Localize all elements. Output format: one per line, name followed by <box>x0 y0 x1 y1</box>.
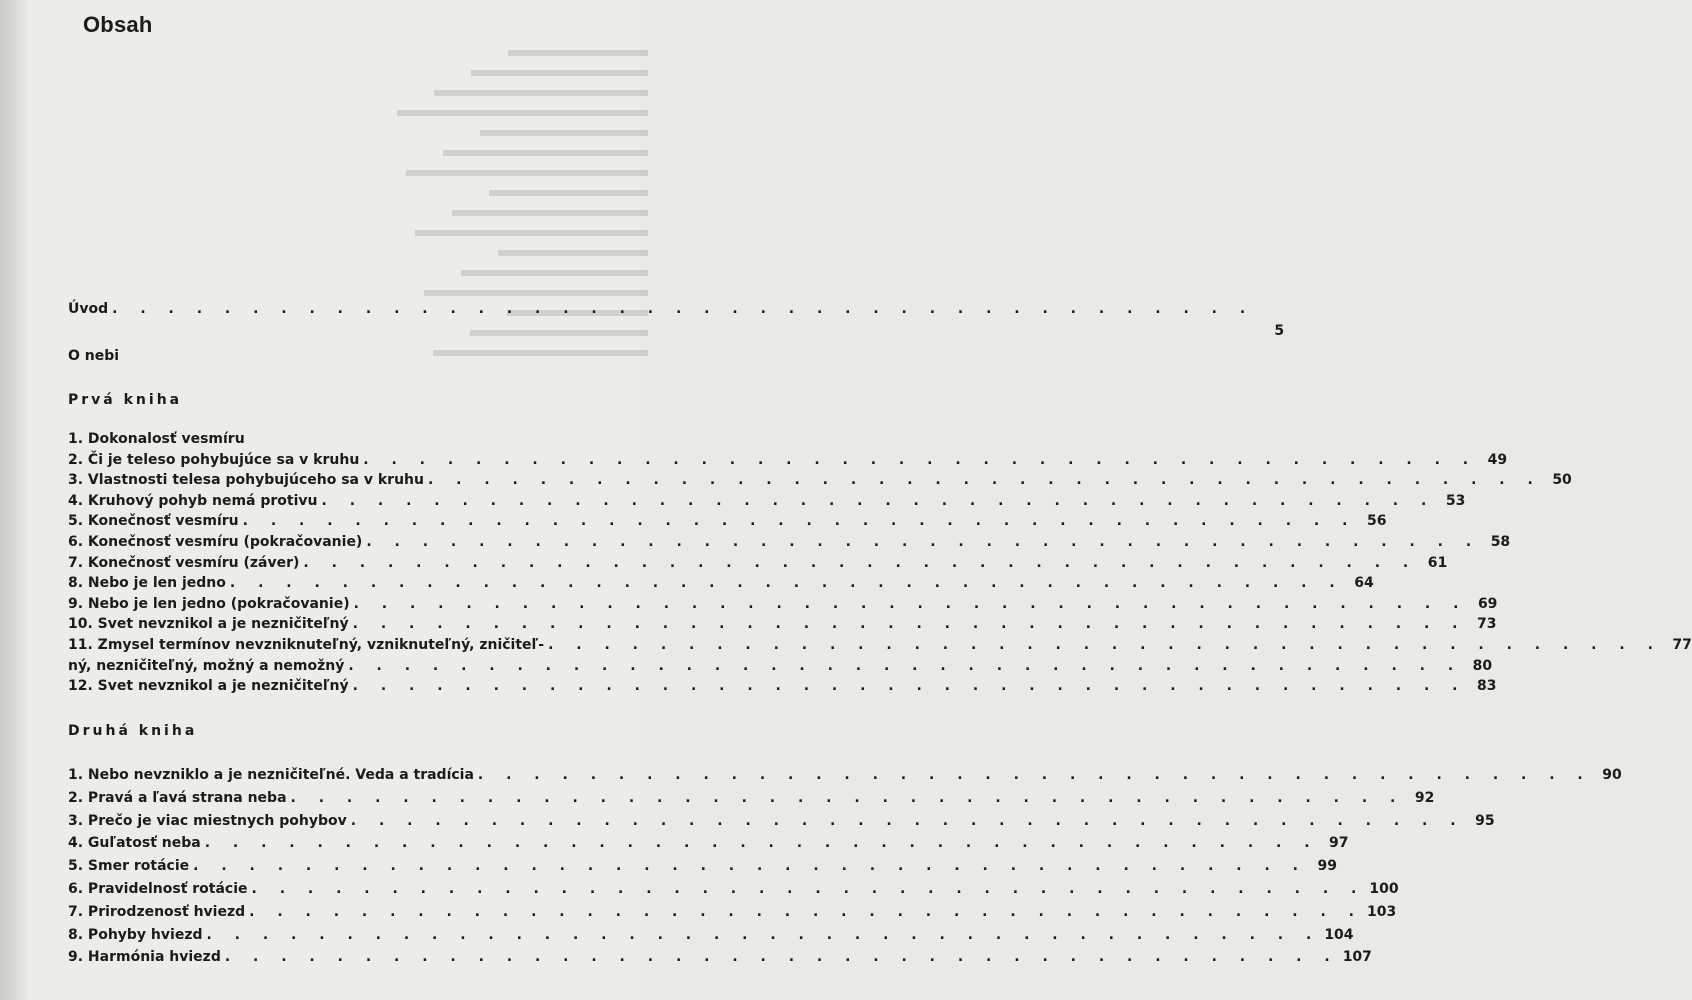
toc-entry-intro[interactable] <box>68 300 1285 339</box>
toc-entry[interactable] <box>68 880 1399 898</box>
leader-dots: . . . . . . . . . . . . . . . . . . . . . . . . . . . . . . . . . . . . . . . . . <box>112 301 1255 317</box>
book2-heading: Druhá kniha <box>68 723 198 739</box>
toc-entry-page: 50 <box>1552 472 1572 489</box>
toc-entry[interactable] <box>68 657 1493 675</box>
toc-entry-label: 5. Smer rotácie <box>68 858 190 875</box>
toc-entry-page: 5 <box>1274 323 1285 339</box>
toc-entry-label: 8. Nebo je len jedno <box>68 575 226 592</box>
leader-dots: . . . . . . . . . . . . . . . . . . . . . . . . . . . . . . . . . . . . . . . . <box>251 881 1366 897</box>
toc-entry-label: 1. Dokonalosť vesmíru <box>68 431 245 447</box>
toc-entry[interactable] <box>68 834 1349 852</box>
book1-heading: Prvá kniha <box>68 392 183 408</box>
toc-entry-page: 69 <box>1477 595 1498 612</box>
toc-entry[interactable] <box>68 948 1372 966</box>
toc-entry-page: 61 <box>1427 554 1448 571</box>
toc-entry-label: 8. Pohyby hviezd <box>68 926 203 943</box>
toc-entry[interactable] <box>68 471 1572 489</box>
toc-entry[interactable] <box>68 926 1354 944</box>
toc-entry-label: 6. Konečnosť vesmíru (pokračovanie) <box>68 534 363 550</box>
leader-dots: . . . . . . . . . . . . . . . . . . . . . . . . . . . . . . . . . . . . . . . . <box>242 513 1357 530</box>
toc-entry-label: 4. Guľatosť neba <box>68 835 201 852</box>
leader-dots: . . . . . . . . . . . . . . . . . . . . . . . . . . . . . . . . . . . . . . . . <box>363 451 1478 468</box>
book-spine <box>0 0 28 1000</box>
toc-entry[interactable] <box>68 492 1466 510</box>
toc-entry-label: Úvod <box>68 301 109 317</box>
toc-page <box>28 0 1692 1000</box>
toc-entry[interactable] <box>68 574 1374 592</box>
page-title: Obsah <box>83 12 153 37</box>
toc-entry-label: 12. Svet nevznikol a je nezničiteľný <box>68 678 349 695</box>
leader-dots: . . . . . . . . . . . . . . . . . . . . . . . . . . . . . . . . . . . . . . . . <box>352 678 1467 695</box>
leader-dots: . . . . . . . . . . . . . . . . . . . . . . . . . . . . . . . . . . . . . . . . <box>352 616 1467 633</box>
leader-dots: . . . . . . . . . . . . . . . . . . . . . . . . . . . . . . . . . . . . . . . . <box>249 903 1363 920</box>
toc-entry-page: 99 <box>1317 858 1337 875</box>
toc-entry[interactable] <box>68 533 1511 551</box>
toc-entry-page: 95 <box>1475 812 1495 829</box>
toc-entry-label: 6. Pravidelnosť rotácie <box>68 881 248 897</box>
toc-entry[interactable] <box>68 615 1497 633</box>
toc-entry-page: 58 <box>1490 534 1511 550</box>
toc-entry-page: 56 <box>1366 513 1387 530</box>
toc-entry-label: 7. Konečnosť vesmíru (záver) <box>68 554 300 571</box>
toc-entry-label: 11. Zmysel termínov nevzniknuteľný, vzniknuteľný, zničiteľ- <box>68 637 545 653</box>
toc-entry-page: 64 <box>1354 575 1374 592</box>
toc-entry[interactable] <box>68 554 1448 572</box>
toc-entry[interactable] <box>68 677 1497 695</box>
toc-entry-page: 77 <box>1672 637 1692 653</box>
toc-entry[interactable] <box>68 451 1508 469</box>
toc-entry-page: 97 <box>1329 835 1349 852</box>
toc-entry[interactable] <box>68 430 634 448</box>
leader-dots: . . . . . . . . . . . . . . . . . . . . . . . . . . . . . . . . . . . . . . . . <box>229 575 1344 592</box>
toc-entry-page: 104 <box>1324 926 1354 943</box>
toc-entry-page: 53 <box>1445 492 1466 509</box>
leader-dots: . . . . . . . . . . . . . . . . . . . . . . . . . . . . . . . . . . . . . . . . <box>353 595 1468 612</box>
toc-entry-label: 4. Kruhový pohyb nemá protivu <box>68 492 318 509</box>
toc-entry-label: 2. Pravá a ľavá strana neba <box>68 789 287 806</box>
toc-entry-page: 80 <box>1472 657 1493 674</box>
toc-entry-page: 73 <box>1476 616 1497 633</box>
toc-entry[interactable] <box>68 595 1498 613</box>
toc-entry[interactable] <box>68 857 1337 875</box>
leader-dots: . . . . . . . . . . . . . . . . . . . . . . . . . . . . . . . . . . . . . . . . <box>206 926 1321 943</box>
toc-entry-label: ný, nezničiteľný, možný a nemožný <box>68 657 345 674</box>
leader-dots: . . . . . . . . . . . . . . . . . . . . . . . . . . . . . . . . . . . . . . . . <box>204 835 1319 852</box>
toc-entry[interactable] <box>68 789 1435 807</box>
toc-entry-page: 107 <box>1342 949 1372 966</box>
leader-dots: . . . . . . . . . . . . . . . . . . . . . . . . . . . . . . . . . . . . . . . . <box>193 858 1307 875</box>
toc-entry[interactable] <box>68 512 1387 530</box>
toc-entry[interactable] <box>68 766 1622 784</box>
toc-entry-label: 1. Nebo nevzniklo a je nezničiteľné. Veda a tradícia <box>68 767 474 783</box>
leader-dots: . . . . . . . . . . . . . . . . . . . . . . . . . . . . . . . . . . . . . . . . <box>303 554 1418 571</box>
section-heading: O nebi <box>68 348 120 364</box>
toc-entry[interactable] <box>68 636 1692 654</box>
toc-entry-page: 103 <box>1366 903 1397 920</box>
leader-dots: . . . . . . . . . . . . . . . . . . . . . . . . . . . . . . . . . . . . . . . . <box>427 472 1542 489</box>
leader-dots: . . . . . . . . . . . . . . . . . . . . . . . . . . . . . . . . . . . . . . . . <box>321 492 1436 509</box>
toc-entry-page: 100 <box>1369 881 1399 897</box>
leader-dots: . . . . . . . . . . . . . . . . . . . . . . . . . . . . . . . . . . . . . . . . <box>366 534 1481 550</box>
toc-entry[interactable] <box>68 903 1397 921</box>
leader-dots: . . . . . . . . . . . . . . . . . . . . . . . . . . . . . . . . . . . . . . . . <box>548 637 1662 653</box>
toc-entry-page: 83 <box>1476 678 1497 695</box>
toc-entry-page: 49 <box>1487 451 1508 468</box>
leader-dots: . . . . . . . . . . . . . . . . . . . . . . . . . . . . . . . . . . . . . . . . <box>350 812 1465 829</box>
toc-entry-label: 3. Vlastnosti telesa pohybujúceho sa v kruhu <box>68 472 424 489</box>
toc-entry-label: 7. Prirodzenosť hviezd <box>68 903 246 920</box>
toc-entry-label: 3. Prečo je viac miestnych pohybov <box>68 812 347 829</box>
leader-dots: . . . . . . . . . . . . . . . . . . . . . . . . . . . . . . . . . . . . . . . . <box>477 767 1592 783</box>
leader-dots: . . . . . . . . . . . . . . . . . . . . . . . . . . . . . . . . . . . . . . . . <box>348 657 1463 674</box>
toc-entry-label: 9. Nebo je len jedno (pokračovanie) <box>68 595 350 612</box>
toc-entry-label: 5. Konečnosť vesmíru <box>68 513 239 530</box>
toc-entry-page: 90 <box>1602 767 1622 783</box>
toc-entry-label: 10. Svet nevznikol a je nezničiteľný <box>68 616 349 633</box>
leader-dots: . . . . . . . . . . . . . . . . . . . . . . . . . . . . . . . . . . . . . . . . <box>224 949 1339 966</box>
toc-entry-page: 92 <box>1414 789 1435 806</box>
toc-entry-label: 9. Harmónia hviezd <box>68 949 221 966</box>
toc-entry[interactable] <box>68 812 1495 830</box>
leader-dots: . . . . . . . . . . . . . . . . . . . . . . . . . . . . . . . . . . . . . . . . <box>290 789 1405 806</box>
bleed-through-line <box>433 330 648 356</box>
toc-entry-label: 2. Či je teleso pohybujúce sa v kruhu <box>68 451 360 468</box>
